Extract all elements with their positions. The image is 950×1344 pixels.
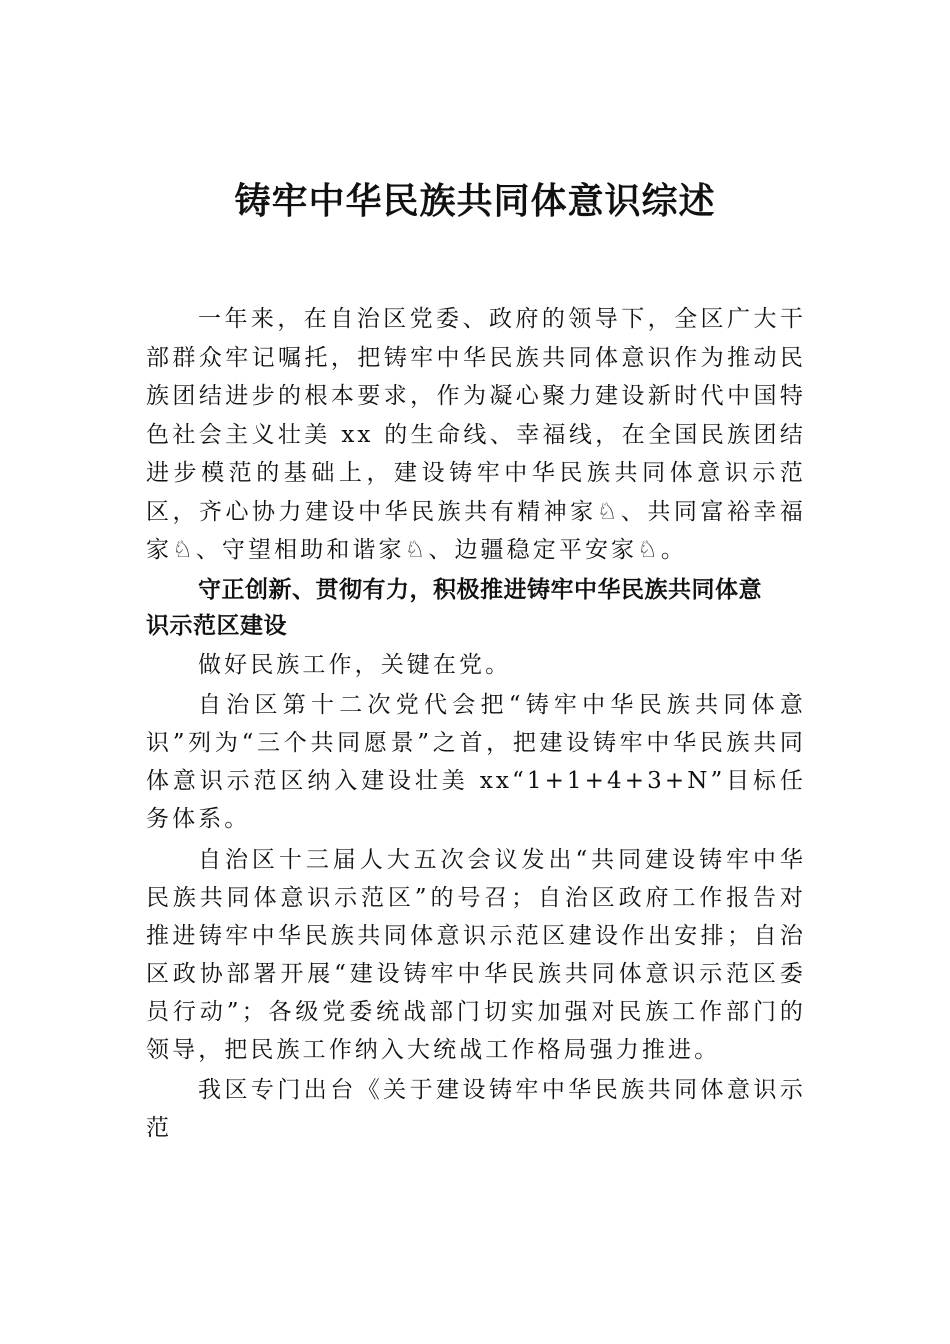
body-paragraph: 我区专门出台《关于建设铸牢中华民族共同体意识示范 xyxy=(146,1076,806,1141)
body-paragraph: 自治区第十二次党代会把“铸牢中华民族共同体意识”列为“三个共同愿景”之首，把建设铸牢中华民族共同体意识示范区纳入建设壮美 xx“1+1+4+3+N”目标任务体系。 xyxy=(146,691,806,832)
document-body xyxy=(146,300,806,1147)
body-paragraph: 自治区十三届人大五次会议发出“共同建设铸牢中华民族共同体意识示范区”的号召；自治区政府工作报告对推进铸牢中华民族共同体意识示范区建设作出安排；自治区政协部署开展“建设铸牢中华民族共同体意识示范区委员行动”；各级党委统战部门切实加强对民族工作部门的领导，把民族工作纳入大统战工作格局强力推进。 xyxy=(146,846,806,1063)
body-paragraph: 做好民族工作，关键在党。 xyxy=(198,651,512,678)
section-heading: 守正创新、贯彻有力，积极推进铸牢中华民族共同体意识示范区建设 xyxy=(146,576,762,639)
document-title: 铸牢中华民族共同体意识综述 xyxy=(234,180,716,222)
intro-paragraph: 一年来，在自治区党委、政府的领导下，全区广大干部群众牢记嘱托，把铸牢中华民族共同体意识作为推动民族团结进步的根本要求，作为凝心聚力建设新时代中国特色社会主义壮美 xx 的生命线、幸福线，在全国民族团结进步模范的基础上，建设铸牢中华民族共同体意识示范区，齐心协力建设中华民族共有精神家♘、共同富裕幸福家♘、守望相助和谐家♘、边疆稳定平安家♘。 xyxy=(146,306,806,563)
